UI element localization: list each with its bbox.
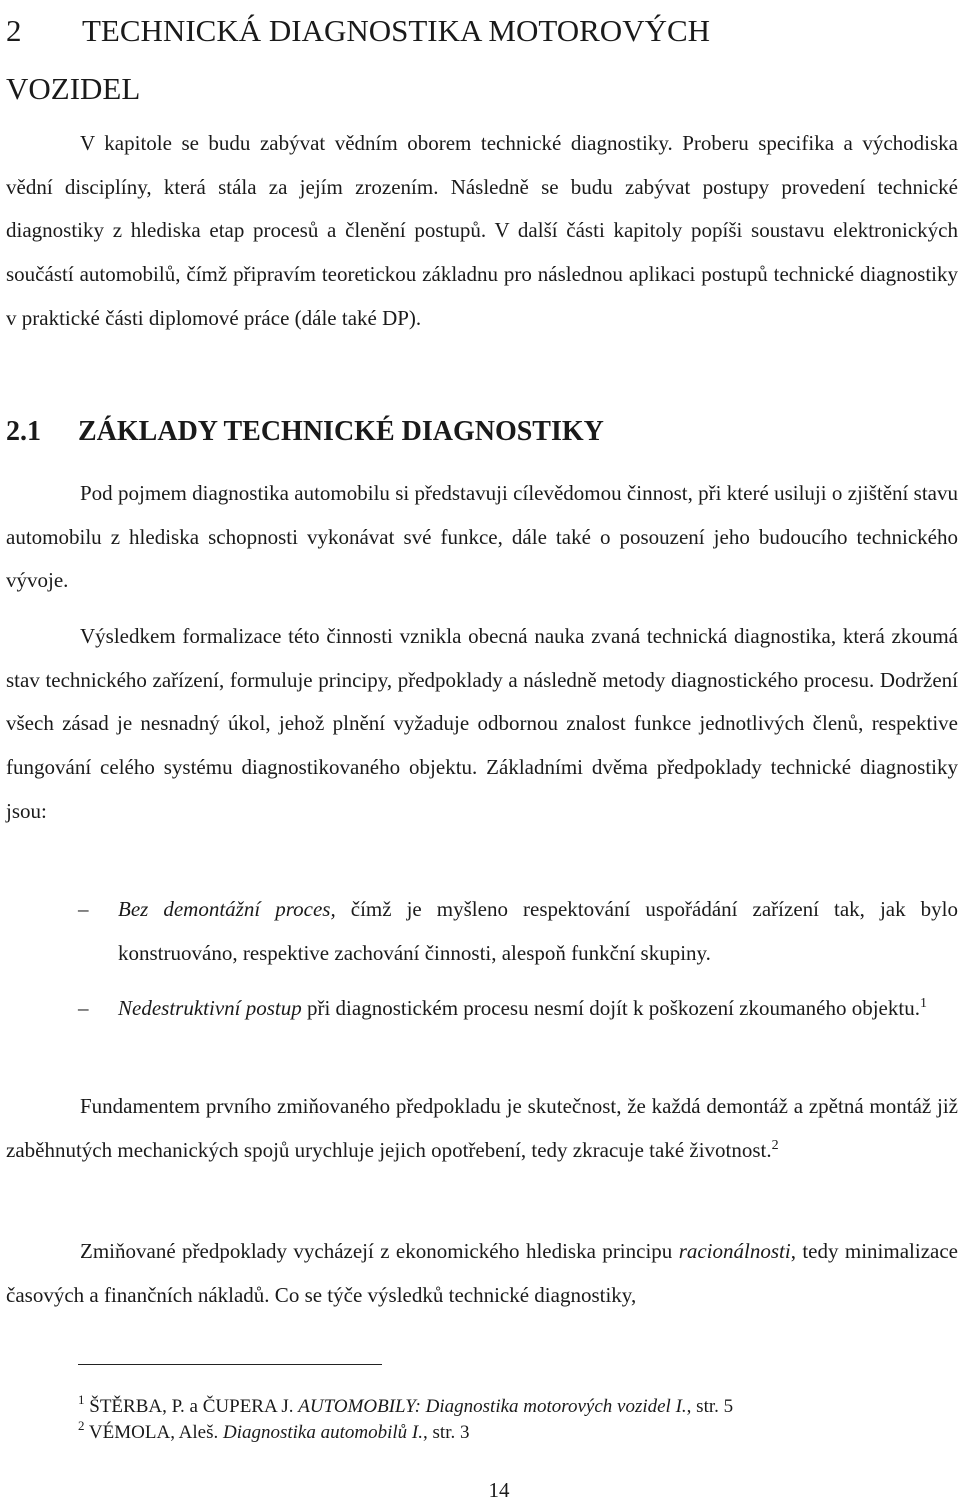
section-number: 2.1: [6, 416, 41, 447]
intro-paragraph: V kapitole se budu zabývat vědním oborem technické diagnostiky. Proberu specifika a východiska vědní disciplíny, která stála za jejím zrozením. Následně se budu zabývat postupy provedení technické diagnostiky z hlediska etap procesů a členění postupů. V další části kapitoly popíši soustavu elektronických součástí automobilů, čímž připravím teoretickou základnu pro následnou aplikaci postupů technické diagnostiky v praktické části diplomové práce (dále také DP).: [6, 131, 958, 330]
footnote-title: AUTOMOBILY: Diagnostika motorových vozidel I.: [298, 1396, 687, 1417]
paragraph-text-before: Zmiňované předpoklady vycházejí z ekonomického hlediska principu: [80, 1239, 679, 1263]
paragraph-italic-term: racionálnosti: [678, 1239, 791, 1263]
footnote-number: 2: [78, 1418, 85, 1433]
footnote-number: 1: [78, 1392, 85, 1407]
assumptions-list-continued: [6, 987, 958, 1031]
list-dash: –: [78, 897, 89, 921]
chapter-number: 2: [6, 13, 22, 48]
paragraph-technical-diagnostics: Výsledkem formalizace této činnosti vznikla obecná nauka zvaná technická diagnostika, která zkoumá stav technického zařízení, formuluje principy, předpoklady a následně metody diagnostického procesu. Dodržení všech zásad je nesnadný úkol, jehož plnění vyžaduje odbornou znalost funkce jednotlivých členů, respektive fungování celého systému diagnostikovaného objektu. Základními dvěma předpoklady technické diagnostiky jsou:: [6, 624, 958, 823]
chapter-title-line2: VOZIDEL: [6, 71, 141, 106]
paragraph-fundament: [6, 1085, 958, 1172]
list-dash: –: [78, 996, 89, 1020]
chapter-title-line1: TECHNICKÁ DIAGNOSTIKA MOTOROVÝCH: [82, 13, 711, 48]
footnote-pages: , str. 3: [423, 1422, 470, 1443]
page-number: 14: [488, 1478, 510, 1502]
paragraph-text: Fundamentem prvního zmiňovaného předpokladu je skutečnost, že každá demontáž a zpětná montáž již zaběhnutých mechanických spojů urychluje jejich opotřebení, tedy zkracuje také životnost.: [6, 1094, 958, 1162]
footnote-author: VÉMOLA, Aleš.: [88, 1422, 223, 1443]
footnote-ref: 1: [919, 996, 927, 1011]
assumptions-list: [6, 888, 958, 975]
section-title: ZÁKLADY TECHNICKÉ DIAGNOSTIKY: [78, 416, 604, 447]
footnote-2: [78, 1420, 958, 1446]
list-text: čímž je myšleno respektování uspořádání zařízení tak, jak bylo konstruováno, respektive zachování činnosti, alespoň funkční skupiny.: [118, 897, 958, 965]
list-item: [6, 888, 958, 975]
list-term: Nedestruktivní postup: [118, 996, 302, 1020]
list-text: při diagnostickém procesu nesmí dojít k poškození zkoumaného objektu.: [301, 996, 920, 1020]
footnote-1: [78, 1394, 958, 1420]
chapter-heading: [6, 2, 946, 118]
list-item: [6, 987, 958, 1031]
footnote-separator: [78, 1364, 382, 1365]
paragraph-diagnostics-definition: Pod pojmem diagnostika automobilu si představuji cílevědomou činnost, při které usiluji o zjištění stavu automobilu z hlediska schopnosti vykonávat své funkce, dále také o posouzení jeho budoucího technického vývoje.: [6, 481, 958, 593]
footnote-author: ŠTĚRBA, P. a ČUPERA J.: [89, 1396, 299, 1417]
footnote-pages: , str. 5: [686, 1396, 734, 1417]
footnote-ref: 2: [771, 1137, 779, 1153]
paragraph-text-after: , tedy minimalizace časových a finančních nákladů. Co se týče výsledků technické diagnostiky,: [6, 1239, 958, 1307]
section-heading: [6, 410, 946, 454]
paragraph-assumptions: [6, 1230, 958, 1317]
footnote-title: Diagnostika automobilů I.: [222, 1422, 424, 1443]
list-term: Bez demontážní proces,: [118, 897, 336, 921]
